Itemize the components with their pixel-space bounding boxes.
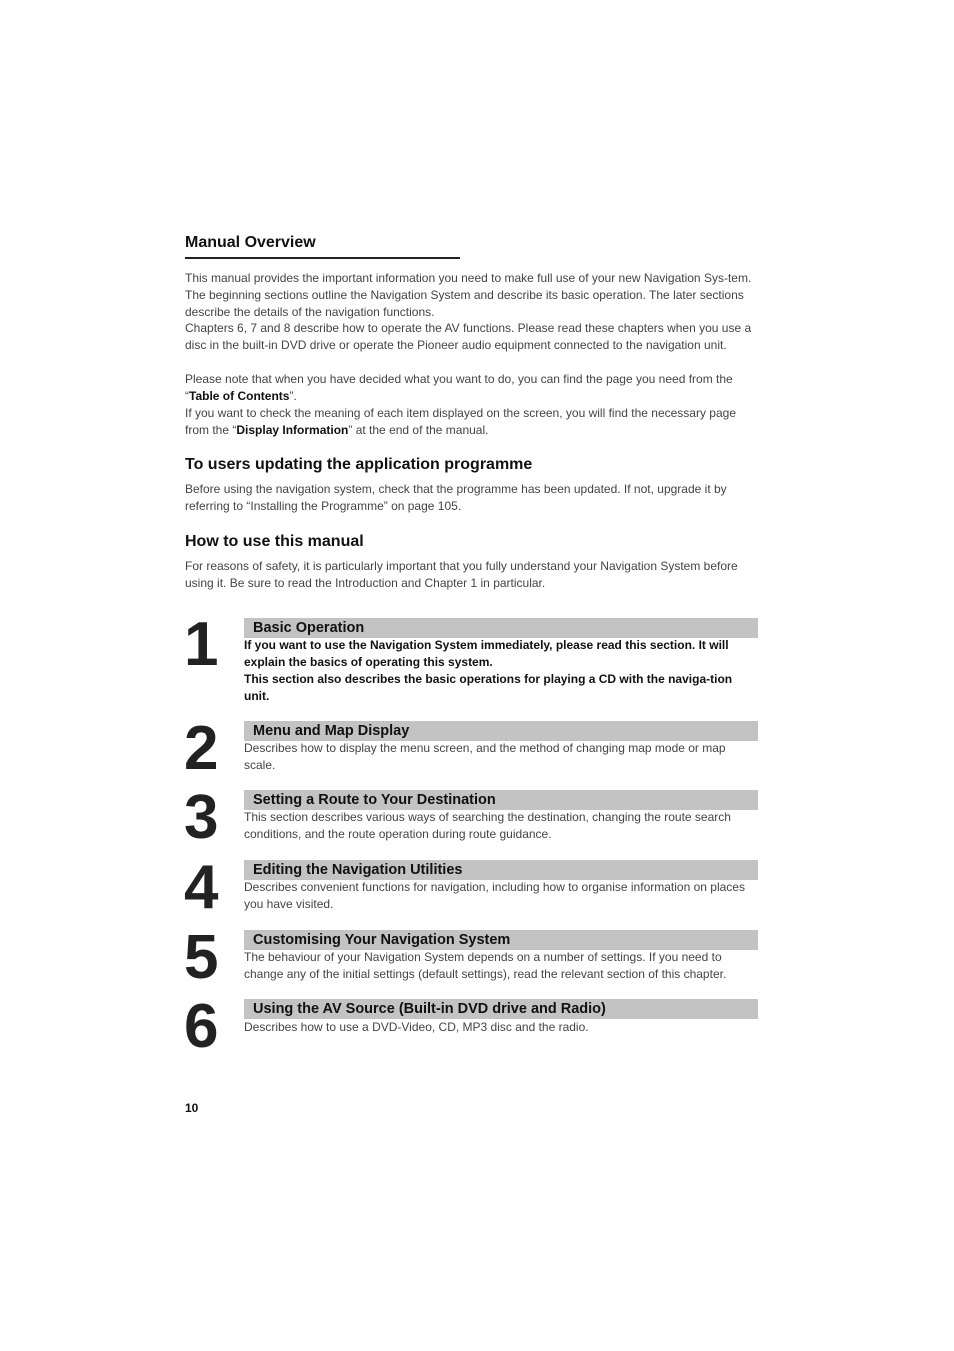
chapter-description-3: This section describes various ways of searching the destination, changing the route search conditions, and the route operation during route guidance. (244, 810, 731, 841)
chapter-number-4: 4 (184, 853, 217, 922)
overview-paragraph-4-end: ” at the end of the manual. (348, 422, 489, 437)
overview-paragraph-2: Chapters 6, 7 and 8 describe how to operate the AV functions. Please read these chapters when you use a disc in the built-in DVD drive or operate the Pioneer audio equipment connected to the navigation unit. (185, 321, 752, 352)
chapter-number-3: 3 (184, 783, 217, 852)
overview-paragraph-1: This manual provides the important information you need to make full use of your new Navigation Sys-tem. The beginning sections outline the Navigation System and describe its basic operation. The later sections describe the details of the navigation functions. (185, 271, 752, 319)
how-to-use-heading: How to use this manual (185, 533, 364, 550)
chapter-number-6: 6 (184, 992, 217, 1061)
updating-text: Before using the navigation system, check that the programme has been updated. If not, upgrade it by referring to “Installing the Programme” on page 105. (185, 482, 727, 513)
chapter-description-1a: If you want to use the Navigation System immediately, please read this section. It will explain the basics of operating this system. (244, 638, 729, 669)
table-of-contents-ref: Table of Contents (189, 388, 290, 403)
chapter-title-4: Editing the Navigation Utilities (244, 860, 758, 880)
how-to-use-text: For reasons of safety, it is particularly important that you fully understand your Navigation System before using it. Be sure to read the Introduction and Chapter 1 in particular. (185, 559, 738, 590)
chapter-description-2: Describes how to display the menu screen, and the method of changing map mode or map scale. (244, 741, 726, 772)
chapter-description-6: Describes how to use a DVD-Video, CD, MP3 disc and the radio. (244, 1020, 589, 1034)
chapter-title-2: Menu and Map Display (244, 721, 758, 741)
chapter-number-1: 1 (184, 610, 217, 679)
chapter-description-4: Describes convenient functions for navigation, including how to organise information on places you have visited. (244, 880, 745, 911)
chapter-description-1b: This section also describes the basic operations for playing a CD with the naviga-tion unit. (244, 672, 733, 703)
overview-paragraph-4 (185, 405, 757, 439)
chapter-title-6: Using the AV Source (Built-in DVD drive and Radio) (244, 999, 758, 1019)
overview-paragraph-4-text: If you want to check the meaning of each item displayed on the screen, you will find the necessary page from the “ (185, 406, 736, 437)
chapter-title-3: Setting a Route to Your Destination (244, 790, 758, 810)
chapter-title-5: Customising Your Navigation System (244, 930, 758, 950)
display-information-ref: Display Information (236, 422, 349, 437)
manual-overview-title: Manual Overview (185, 234, 316, 251)
updating-heading: To users updating the application programme (185, 456, 533, 473)
overview-paragraph-3 (185, 371, 757, 405)
chapter-number-5: 5 (184, 923, 217, 992)
page-number: 10 (185, 1101, 199, 1115)
overview-paragraph-3-text: Please note that when you have decided what you want to do, you can find the page you need from the “ (185, 372, 733, 403)
overview-paragraph-3-end: ”. (289, 388, 297, 403)
title-underline (185, 257, 460, 259)
chapter-number-2: 2 (184, 714, 217, 783)
chapter-description-5: The behaviour of your Navigation System depends on a number of settings. If you need to change any of the initial settings (default settings), read the relevant section of this chapter. (244, 950, 727, 981)
chapter-title-1: Basic Operation (244, 618, 758, 638)
